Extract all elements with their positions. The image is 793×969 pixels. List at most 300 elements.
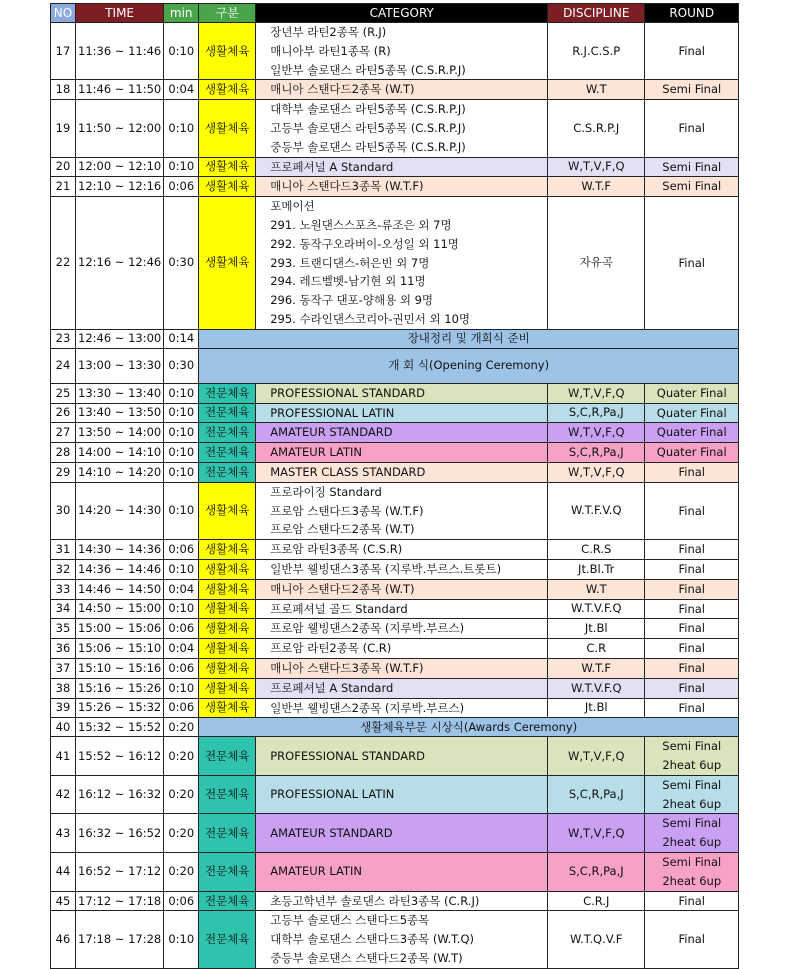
table-row [51, 403, 739, 423]
row-time: 17:18 ~ 17:28 [76, 911, 164, 968]
category-line: PROFESSIONAL STANDARD [270, 748, 425, 763]
row-time: 15:00 ~ 15:06 [76, 619, 164, 639]
row-round [645, 177, 739, 197]
table-row [51, 443, 739, 463]
header-round: ROUND [645, 4, 739, 23]
table-row [51, 619, 739, 639]
category-line: 292. 동작구오라버이-오성일 외 11명 [270, 236, 459, 251]
row-discipline: C.R.J [548, 891, 645, 911]
row-number: 24 [51, 348, 76, 383]
row-division: 전문체육 [199, 423, 256, 443]
category-line: 매니아 스탠다드3종목 (W.T.F) [270, 660, 424, 675]
row-number: 42 [51, 775, 76, 814]
row-duration: 0:10 [164, 383, 199, 403]
row-duration: 0:04 [164, 80, 199, 100]
row-number: 27 [51, 423, 76, 443]
row-event-banner: 생활체육부문 시상식(Awards Ceremony) [199, 718, 739, 737]
table-row [51, 100, 739, 157]
round-line: Semi Final [662, 816, 722, 831]
row-time: 15:16 ~ 15:26 [76, 678, 164, 698]
row-round [645, 157, 739, 177]
category-line: 293. 트랜디댄스-허은빈 외 7명 [270, 255, 430, 270]
row-round [645, 559, 739, 579]
row-number: 36 [51, 639, 76, 659]
round-line: Final [678, 43, 705, 58]
round-line: Semi Final [662, 159, 722, 174]
row-division: 생활체육 [199, 157, 256, 177]
round-line: Final [678, 503, 705, 518]
row-round [645, 891, 739, 911]
row-round [645, 775, 739, 814]
row-division: 전문체육 [199, 853, 256, 892]
row-division: 전문체육 [199, 737, 256, 776]
row-division: 전문체육 [199, 443, 256, 463]
table-row [51, 639, 739, 659]
table-row [51, 383, 739, 403]
row-discipline: C.S.R.P.J [548, 100, 645, 157]
row-time: 11:46 ~ 11:50 [76, 80, 164, 100]
row-discipline: W.T.F [548, 658, 645, 678]
table-row [51, 157, 739, 177]
row-discipline: 자유곡 [548, 197, 645, 330]
category-line: 프로페셔널 A Standard [270, 680, 394, 695]
round-line: Quater Final [656, 445, 727, 460]
row-category [256, 80, 548, 100]
row-discipline: W.T.F [548, 177, 645, 197]
row-discipline: S,C,R,Pa,J [548, 403, 645, 423]
table-row [51, 718, 739, 737]
table-row [51, 80, 739, 100]
row-round [645, 658, 739, 678]
row-number: 40 [51, 718, 76, 737]
schedule-table [50, 3, 739, 969]
header-no: NO [51, 4, 76, 23]
row-round [645, 678, 739, 698]
row-division: 생활체육 [199, 177, 256, 197]
row-duration: 0:06 [164, 540, 199, 560]
category-line: AMATEUR STANDARD [270, 825, 393, 840]
row-number: 19 [51, 100, 76, 157]
row-number: 38 [51, 678, 76, 698]
category-line: PROFESSIONAL LATIN [270, 787, 395, 802]
row-duration: 0:06 [164, 698, 199, 718]
row-division: 생활체육 [199, 559, 256, 579]
header-min: min [164, 4, 199, 23]
row-discipline: W.T.Q.V.F [548, 911, 645, 968]
row-round [645, 737, 739, 776]
category-line: 매니아 스탠다드2종목 (W.T) [270, 581, 415, 596]
row-duration: 0:20 [164, 718, 199, 737]
header-category: CATEGORY [256, 4, 548, 23]
category-line: AMATEUR LATIN [270, 864, 363, 879]
row-category [256, 658, 548, 678]
table-row [51, 853, 739, 892]
table-row [51, 579, 739, 599]
category-line: 초등고학년부 솔로댄스 라틴3종목 (C.R.J) [270, 893, 480, 908]
row-category [256, 775, 548, 814]
category-line: 매니아 스탠다드3종목 (W.T.F) [270, 179, 424, 194]
table-row [51, 559, 739, 579]
row-division: 생활체육 [199, 197, 256, 330]
row-time: 16:52 ~ 17:12 [76, 853, 164, 892]
round-line: Semi Final [662, 855, 722, 870]
row-category [256, 177, 548, 197]
row-number: 22 [51, 197, 76, 330]
row-duration: 0:10 [164, 100, 199, 157]
row-number: 29 [51, 462, 76, 482]
category-line: 중등부 솔로댄스 스탠다드2종목 (W.T) [270, 951, 463, 966]
row-category [256, 157, 548, 177]
row-time: 13:30 ~ 13:40 [76, 383, 164, 403]
row-number: 43 [51, 814, 76, 853]
row-duration: 0:10 [164, 403, 199, 423]
row-category [256, 559, 548, 579]
row-round [645, 443, 739, 463]
row-category [256, 383, 548, 403]
category-line: 프로암 라틴3종목 (C.S.R) [270, 542, 403, 557]
row-number: 46 [51, 911, 76, 968]
row-time: 17:12 ~ 17:18 [76, 891, 164, 911]
table-row [51, 658, 739, 678]
table-row [51, 775, 739, 814]
row-division: 생활체육 [199, 619, 256, 639]
row-round [645, 853, 739, 892]
row-event-banner: 개 회 식(Opening Ceremony) [199, 348, 739, 383]
row-duration: 0:10 [164, 678, 199, 698]
table-row [51, 891, 739, 911]
row-number: 35 [51, 619, 76, 639]
row-duration: 0:10 [164, 462, 199, 482]
row-time: 15:52 ~ 16:12 [76, 737, 164, 776]
row-discipline: W,T,V,F,Q [548, 462, 645, 482]
table-row [51, 23, 739, 80]
table-row [51, 540, 739, 560]
row-round [645, 23, 739, 80]
round-line: Final [678, 621, 705, 636]
round-line: 2heat 6up [662, 758, 722, 773]
table-row [51, 423, 739, 443]
row-category [256, 443, 548, 463]
row-round [645, 619, 739, 639]
row-number: 25 [51, 383, 76, 403]
row-time: 14:10 ~ 14:20 [76, 462, 164, 482]
category-line: 고등부 솔로댄스 스탠다드5종목 [270, 913, 430, 928]
table-row [51, 678, 739, 698]
row-round [645, 383, 739, 403]
category-line: PROFESSIONAL LATIN [270, 405, 395, 420]
row-division: 생활체육 [199, 482, 256, 539]
row-duration: 0:10 [164, 482, 199, 539]
row-duration: 0:20 [164, 853, 199, 892]
row-round [645, 423, 739, 443]
row-time: 12:00 ~ 12:10 [76, 157, 164, 177]
row-time: 13:40 ~ 13:50 [76, 403, 164, 423]
category-line: AMATEUR STANDARD [270, 425, 393, 440]
row-category [256, 698, 548, 718]
row-time: 14:20 ~ 14:30 [76, 482, 164, 539]
row-duration: 0:06 [164, 658, 199, 678]
row-discipline: R.J.C.S.P [548, 23, 645, 80]
table-row [51, 814, 739, 853]
row-round [645, 698, 739, 718]
category-line: 대학부 솔로댄스 스탠다드3종목 (W.T.Q) [270, 932, 474, 947]
category-line: AMATEUR LATIN [270, 445, 363, 460]
row-category [256, 579, 548, 599]
table-row [51, 348, 739, 383]
round-line: Final [678, 561, 705, 576]
table-row [51, 462, 739, 482]
row-time: 14:00 ~ 14:10 [76, 443, 164, 463]
row-number: 30 [51, 482, 76, 539]
row-number: 31 [51, 540, 76, 560]
round-line: Final [678, 641, 705, 656]
row-number: 17 [51, 23, 76, 80]
row-category [256, 540, 548, 560]
round-line: Semi Final [662, 739, 722, 754]
category-line: 프로페셔널 A Standard [270, 159, 394, 174]
row-division: 생활체육 [199, 658, 256, 678]
row-division: 생활체육 [199, 579, 256, 599]
row-number: 44 [51, 853, 76, 892]
row-round [645, 80, 739, 100]
round-line: Final [678, 893, 705, 908]
round-line: Final [678, 601, 705, 616]
row-division: 전문체육 [199, 775, 256, 814]
row-duration: 0:10 [164, 443, 199, 463]
row-division: 생활체육 [199, 100, 256, 157]
row-round [645, 403, 739, 423]
row-discipline: W.T.F.V.Q [548, 482, 645, 539]
row-time: 14:46 ~ 14:50 [76, 579, 164, 599]
row-discipline: W,T,V,F,Q [548, 737, 645, 776]
row-time: 13:00 ~ 13:30 [76, 348, 164, 383]
row-number: 26 [51, 403, 76, 423]
row-category [256, 482, 548, 539]
row-discipline: W,T,V,F,Q [548, 157, 645, 177]
row-category [256, 853, 548, 892]
round-line: Final [678, 255, 705, 270]
category-line: 프로암 스탠다드2종목 (W.T) [270, 522, 415, 537]
header-time: TIME [76, 4, 164, 23]
row-discipline: Jt.Bl [548, 698, 645, 718]
row-number: 39 [51, 698, 76, 718]
row-duration: 0:14 [164, 329, 199, 348]
round-line: Semi Final [662, 179, 722, 194]
row-duration: 0:10 [164, 157, 199, 177]
row-discipline: Jt.Bl.Tr [548, 559, 645, 579]
row-duration: 0:04 [164, 579, 199, 599]
row-division: 전문체육 [199, 891, 256, 911]
row-duration: 0:10 [164, 423, 199, 443]
category-line: 중등부 솔로댄스 라틴5종목 (C.S.R.P.J) [270, 139, 466, 154]
category-line: 고등부 솔로댄스 라틴5종목 (C.S.R.P.J) [270, 120, 466, 135]
row-round [645, 100, 739, 157]
category-line: 프로암 라틴2종목 (C.R) [270, 641, 392, 656]
row-time: 14:36 ~ 14:46 [76, 559, 164, 579]
row-number: 21 [51, 177, 76, 197]
row-discipline: C.R.S [548, 540, 645, 560]
row-time: 15:32 ~ 15:52 [76, 718, 164, 737]
row-discipline: C.R [548, 639, 645, 659]
header-gubun: 구분 [199, 4, 256, 23]
schedule-body [51, 23, 739, 969]
row-round [645, 599, 739, 619]
row-duration: 0:06 [164, 891, 199, 911]
round-line: Final [678, 581, 705, 596]
row-category [256, 639, 548, 659]
row-round [645, 462, 739, 482]
header-row [51, 4, 739, 23]
row-category [256, 619, 548, 639]
row-number: 28 [51, 443, 76, 463]
row-time: 15:26 ~ 15:32 [76, 698, 164, 718]
category-line: 프로암 스탠다드3종목 (W.T.F) [270, 503, 424, 518]
row-time: 11:36 ~ 11:46 [76, 23, 164, 80]
row-category [256, 891, 548, 911]
row-time: 14:50 ~ 15:00 [76, 599, 164, 619]
row-round [645, 540, 739, 560]
row-duration: 0:04 [164, 639, 199, 659]
category-line: 291. 노원댄스스포츠-류조은 외 7명 [270, 217, 452, 232]
category-line: 매니아부 라틴1종목 (R) [270, 43, 391, 58]
round-line: 2heat 6up [662, 835, 722, 850]
table-row [51, 329, 739, 348]
row-category [256, 678, 548, 698]
round-line: Quater Final [656, 385, 727, 400]
row-time: 14:30 ~ 14:36 [76, 540, 164, 560]
row-category [256, 599, 548, 619]
category-line: 296. 동작구 댄포-양해용 외 9명 [270, 293, 434, 308]
row-duration: 0:30 [164, 197, 199, 330]
row-discipline: W,T,V,F,Q [548, 814, 645, 853]
row-category [256, 23, 548, 80]
row-discipline: S,C,R,Pa,J [548, 853, 645, 892]
category-line: 295. 수라인댄스코리아-권민서 외 10명 [270, 311, 471, 326]
row-category [256, 100, 548, 157]
row-discipline: W.T.V.F.Q [548, 678, 645, 698]
round-line: Semi Final [662, 777, 722, 792]
category-line: 일반부 웰빙댄스2종목 (지루박.부르스) [270, 700, 465, 715]
row-time: 12:16 ~ 12:46 [76, 197, 164, 330]
row-number: 41 [51, 737, 76, 776]
row-number: 33 [51, 579, 76, 599]
row-category [256, 814, 548, 853]
row-time: 15:06 ~ 15:10 [76, 639, 164, 659]
row-duration: 0:10 [164, 23, 199, 80]
row-round [645, 639, 739, 659]
table-row [51, 482, 739, 539]
category-line: 장년부 라틴2종목 (R.J) [270, 25, 387, 39]
row-time: 16:12 ~ 16:32 [76, 775, 164, 814]
row-duration: 0:30 [164, 348, 199, 383]
row-division: 생활체육 [199, 23, 256, 80]
round-line: Final [678, 700, 705, 715]
row-event-banner: 장내정리 및 개회식 준비 [199, 329, 739, 348]
row-discipline: Jt.Bl [548, 619, 645, 639]
row-duration: 0:10 [164, 599, 199, 619]
row-category [256, 737, 548, 776]
round-line: Quater Final [656, 405, 727, 420]
round-line: Final [678, 464, 705, 479]
row-division: 생활체육 [199, 540, 256, 560]
round-line: 2heat 6up [662, 873, 722, 888]
row-number: 32 [51, 559, 76, 579]
row-division: 생활체육 [199, 599, 256, 619]
category-line: 포메이션 [270, 199, 315, 214]
round-line: 2heat 6up [662, 796, 722, 811]
round-line: Quater Final [656, 425, 727, 440]
row-category [256, 462, 548, 482]
round-line: Final [678, 542, 705, 557]
row-duration: 0:10 [164, 559, 199, 579]
row-discipline: S,C,R,Pa,J [548, 443, 645, 463]
row-discipline: W,T,V,F,Q [548, 383, 645, 403]
row-duration: 0:06 [164, 177, 199, 197]
row-number: 34 [51, 599, 76, 619]
category-line: 프로페셔널 골드 Standard [270, 601, 408, 616]
row-division: 생활체육 [199, 698, 256, 718]
row-discipline: W.T.V.F.Q [548, 599, 645, 619]
row-category [256, 423, 548, 443]
row-duration: 0:10 [164, 911, 199, 968]
row-division: 전문체육 [199, 911, 256, 968]
row-number: 37 [51, 658, 76, 678]
row-duration: 0:06 [164, 619, 199, 639]
row-time: 16:32 ~ 16:52 [76, 814, 164, 853]
row-round [645, 579, 739, 599]
category-line: PROFESSIONAL STANDARD [270, 385, 425, 400]
row-time: 12:10 ~ 12:16 [76, 177, 164, 197]
row-category [256, 403, 548, 423]
row-division: 생활체육 [199, 639, 256, 659]
category-line: 프로라이징 Standard [270, 484, 382, 499]
category-line: 294. 레드벨벳-남기현 외 11명 [270, 274, 426, 289]
row-discipline: W,T,V,F,Q [548, 423, 645, 443]
category-line: 일반부 솔로댄스 라틴5종목 (C.S.R.P.J) [270, 62, 466, 77]
category-line: 프로암 웰빙댄스2종목 (지루박.부르스) [270, 621, 465, 636]
row-duration: 0:20 [164, 814, 199, 853]
row-division: 생활체육 [199, 678, 256, 698]
table-row [51, 599, 739, 619]
row-time: 12:46 ~ 13:00 [76, 329, 164, 348]
row-time: 13:50 ~ 14:00 [76, 423, 164, 443]
row-number: 20 [51, 157, 76, 177]
row-number: 45 [51, 891, 76, 911]
row-round [645, 482, 739, 539]
row-round [645, 197, 739, 330]
category-line: MASTER CLASS STANDARD [270, 464, 426, 479]
row-division: 전문체육 [199, 462, 256, 482]
row-number: 18 [51, 80, 76, 100]
round-line: Final [678, 120, 705, 135]
row-duration: 0:20 [164, 737, 199, 776]
row-number: 23 [51, 329, 76, 348]
header-discipline: DISCIPLINE [548, 4, 645, 23]
row-division: 전문체육 [199, 383, 256, 403]
row-time: 15:10 ~ 15:16 [76, 658, 164, 678]
row-division: 생활체육 [199, 80, 256, 100]
row-category [256, 197, 548, 330]
row-duration: 0:20 [164, 775, 199, 814]
row-discipline: S,C,R,Pa,J [548, 775, 645, 814]
round-line: Semi Final [662, 82, 722, 97]
table-row [51, 698, 739, 718]
row-time: 11:50 ~ 12:00 [76, 100, 164, 157]
table-row [51, 197, 739, 330]
round-line: Final [678, 680, 705, 695]
round-line: Final [678, 932, 705, 947]
row-division: 전문체육 [199, 814, 256, 853]
